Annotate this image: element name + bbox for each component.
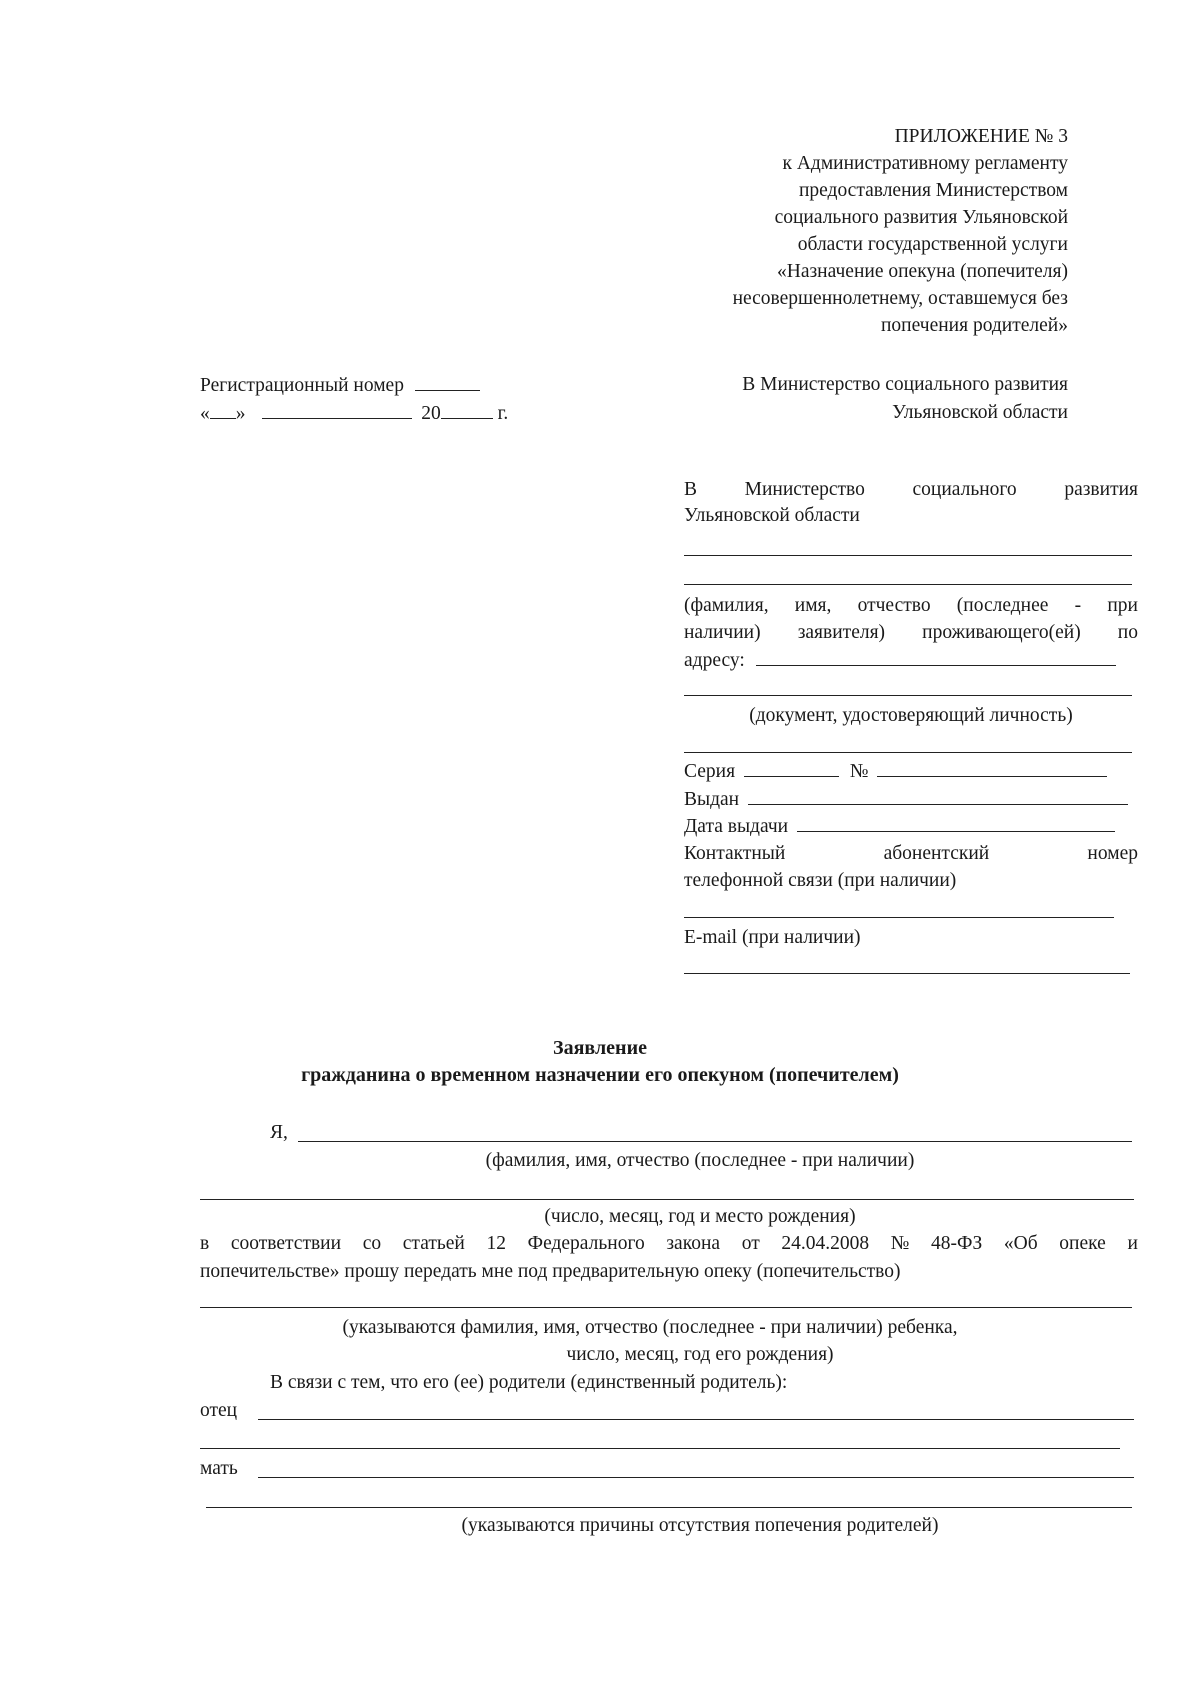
phone-blank[interactable] [684,917,1114,918]
phone-label-line1 [684,841,1138,866]
registration-number-blank[interactable] [415,372,480,391]
year-blank[interactable] [441,400,493,419]
issue-date-label: Дата выдачи [684,816,789,837]
word: при [1107,595,1138,616]
issued-by-blank[interactable] [748,786,1128,805]
child-caption-line2: число, месяц, год его рождения) [566,1344,834,1365]
applicant-name-blank-1[interactable] [684,555,1132,556]
word: Федерального [527,1233,645,1254]
series-blank[interactable] [744,758,839,777]
word: - [1074,595,1082,616]
word: 48-ФЗ [931,1233,983,1254]
word: развития [1064,479,1138,500]
appendix-line: к Административному регламенту [782,153,1068,174]
word: статьей [402,1233,465,1254]
appendix-line: попечения родителей» [880,315,1068,336]
addressee-top-line1: В Министерство социального развития [742,374,1068,395]
word: номер [1087,843,1138,864]
word: абонентский [883,843,990,864]
father-label: отец [200,1400,238,1421]
registration-number-row [200,372,480,398]
word: № [890,1233,910,1254]
document-subtitle: гражданина о временном назначении его опекуном (попечителем) [301,1064,899,1086]
birth-caption: (число, месяц, год и место рождения) [544,1206,856,1227]
email-blank[interactable] [684,973,1130,974]
fio-caption: (фамилия, имя, отчество (последнее - при наличии) [485,1150,915,1171]
addressee-line2: Ульяновской области [684,505,860,526]
date-close-quote: » [235,403,246,424]
doc-number-blank[interactable] [877,758,1107,777]
i-label: Я, [270,1122,288,1143]
parents-intro: В связи с тем, что его (ее) родители (единственный родитель): [270,1372,788,1393]
word: заявителя) [797,622,886,643]
word: соответствии [230,1233,342,1254]
law-line2: попечительстве» прошу передать мне под предварительную опеку (попечительство) [200,1261,901,1282]
word: Контактный [684,843,786,864]
mother-blank[interactable] [258,1477,1134,1478]
issue-date-blank[interactable] [797,813,1115,832]
year-prefix: 20 [421,403,441,424]
applicant-caption-line1 [684,593,1138,618]
address-row [684,647,1116,673]
word: «Об [1003,1233,1038,1254]
registration-date-row [200,400,508,426]
appendix-line: области государственной услуги [797,234,1068,255]
appendix-line: предоставления Министерством [798,180,1068,201]
word: Министерство [744,479,865,500]
word: опеке [1059,1233,1106,1254]
phone-label-line2: телефонной связи (при наличии) [684,870,957,891]
appendix-title: ПРИЛОЖЕНИЕ № 3 [894,126,1068,147]
appendix-line: несовершеннолетнему, оставшемуся без [732,288,1068,309]
issued-label: Выдан [684,789,740,810]
addressee-top-line2: Ульяновской области [892,402,1068,423]
address-blank[interactable] [756,647,1116,666]
word: имя, [794,595,832,616]
applicant-caption-line2 [684,620,1138,645]
word: и [1127,1233,1138,1254]
father-blank-2[interactable] [200,1448,1120,1449]
word: отчество [857,595,931,616]
word: 12 [486,1233,507,1254]
reasons-caption: (указываются причины отсутствия попечения родителей) [461,1515,939,1536]
word: в [200,1233,210,1254]
applicant-name-blank-2[interactable] [684,584,1132,585]
appendix-line: социального развития Ульяновской [774,207,1068,228]
date-open-quote: « [200,403,210,424]
mother-label: мать [200,1458,238,1479]
word: по [1117,622,1138,643]
month-blank[interactable] [262,400,412,419]
year-suffix: г. [497,403,509,424]
word: наличии) [684,622,761,643]
law-line1 [200,1231,1138,1256]
child-blank[interactable] [200,1307,1132,1308]
appendix-line: «Назначение опекуна (попечителя) [776,261,1068,282]
child-caption-line1: (указываются фамилия, имя, отчество (последнее - при наличии) ребенка, [342,1317,958,1338]
issued-row [684,786,1128,812]
series-row [684,758,1107,784]
word: социального [912,479,1017,500]
address-blank-2[interactable] [684,695,1132,696]
number-sign: № [849,761,869,782]
registration-number-label: Регистрационный номер [200,375,404,396]
word: закона [666,1233,721,1254]
birth-blank[interactable] [200,1199,1134,1200]
word: В [684,479,698,500]
issue-date-row [684,813,1115,839]
email-label: E-mail (при наличии) [684,927,861,948]
addressee-line1 [684,477,1138,502]
word: от [741,1233,760,1254]
address-label: адресу: [684,650,745,671]
series-label: Серия [684,761,736,782]
word: 24.04.2008 [781,1233,870,1254]
id-document-blank[interactable] [684,752,1132,753]
word: (фамилия, [684,595,769,616]
id-document-caption: (документ, удостоверяющий личность) [749,705,1073,726]
word: со [362,1233,382,1254]
mother-blank-2[interactable] [206,1507,1132,1508]
father-blank[interactable] [258,1419,1134,1420]
fio-blank[interactable] [298,1141,1132,1142]
word: (последнее [956,595,1049,616]
word: проживающего(ей) [922,622,1081,643]
document-title: Заявление [553,1037,647,1059]
day-blank[interactable] [210,400,236,419]
